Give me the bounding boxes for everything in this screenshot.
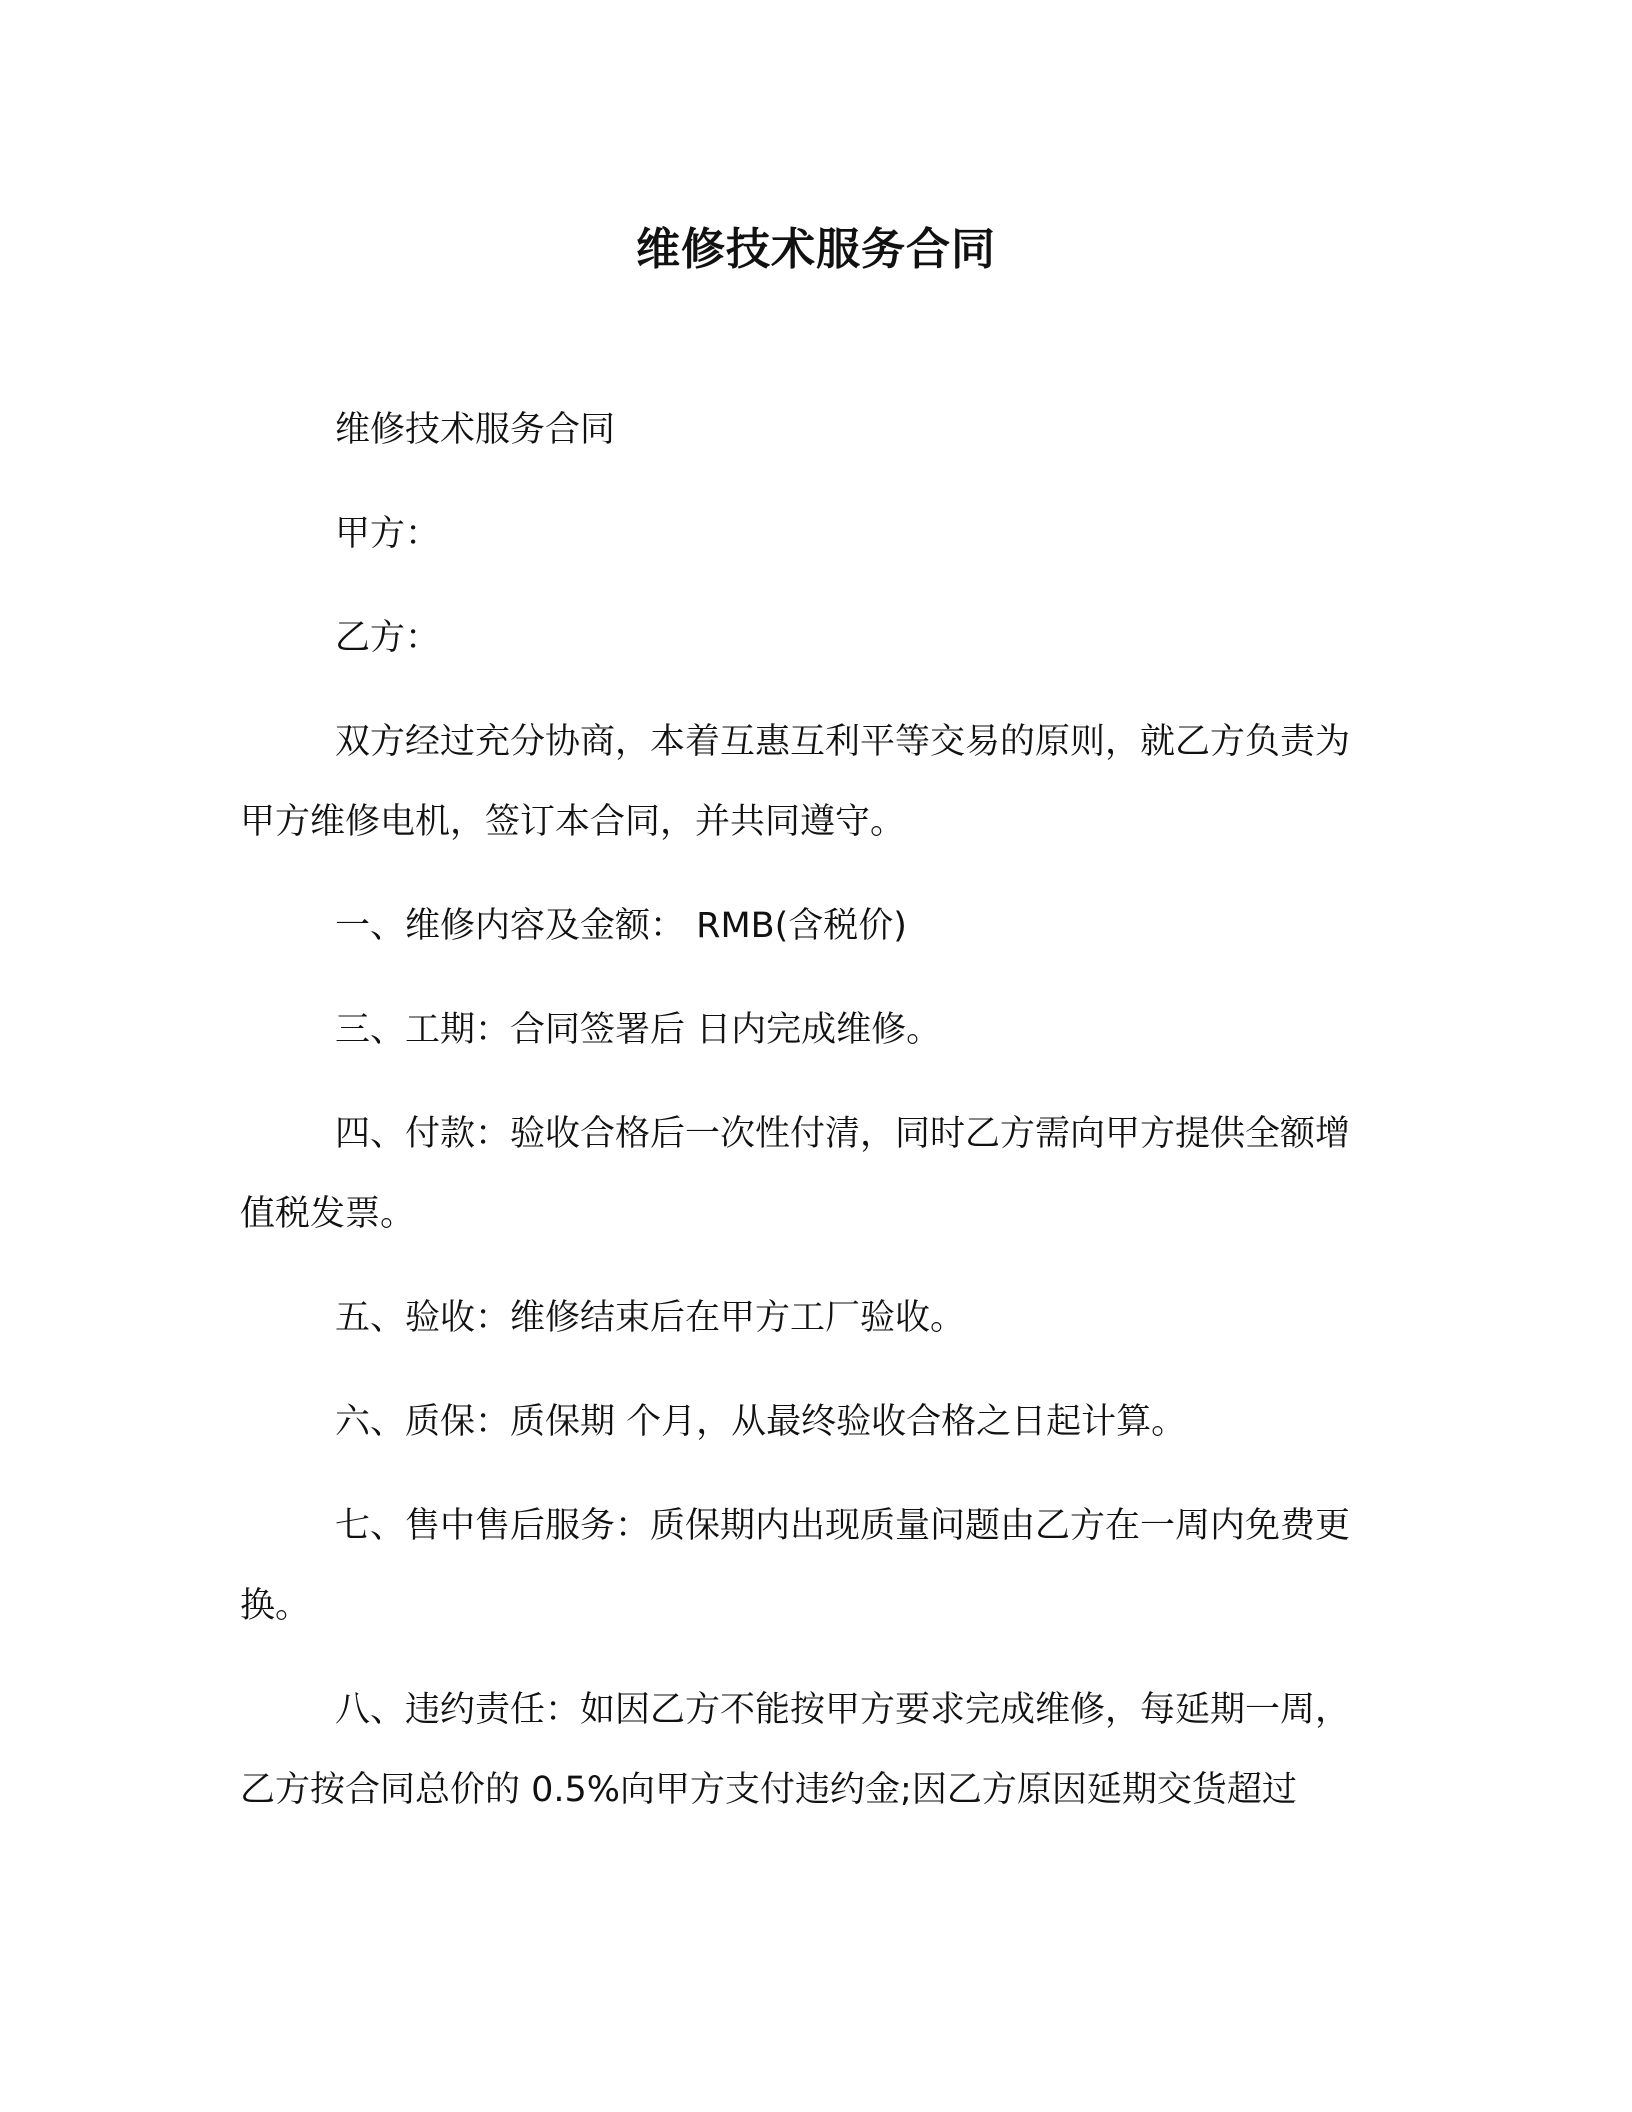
party-a-line: 甲方： (335, 514, 441, 554)
party-b-line: 乙方： (335, 618, 441, 658)
clause-breach: 八、违约责任：如因乙方不能按甲方要求完成维修，每延期一周，乙方按合同总价的 0.5%向甲方支付违约金;因乙方原因延期交货超过 (240, 1690, 1351, 1810)
document-title: 维修技术服务合同 (636, 224, 996, 275)
clause-repair-content: 一、维修内容及金额： RMB(含税价) (335, 906, 907, 946)
preamble-paragraph: 双方经过充分协商，本着互惠互利平等交易的原则，就乙方负责为甲方维修电机，签订本合同，并共同遵守。 (240, 722, 1351, 842)
clause-after-sales: 七、售中售后服务：质保期内出现质量问题由乙方在一周内免费更换。 (240, 1506, 1351, 1626)
clause-warranty: 六、质保：质保期 个月，从最终验收合格之日起计算。 (335, 1402, 1187, 1442)
clause-acceptance: 五、验收：维修结束后在甲方工厂验收。 (335, 1298, 966, 1338)
clause-payment: 四、付款：验收合格后一次性付清，同时乙方需向甲方提供全额增值税发票。 (240, 1114, 1351, 1234)
contract-subtitle: 维修技术服务合同 (335, 410, 616, 450)
document-body (240, 390, 1380, 1854)
clause-schedule: 三、工期：合同签署后 日内完成维修。 (335, 1010, 942, 1050)
